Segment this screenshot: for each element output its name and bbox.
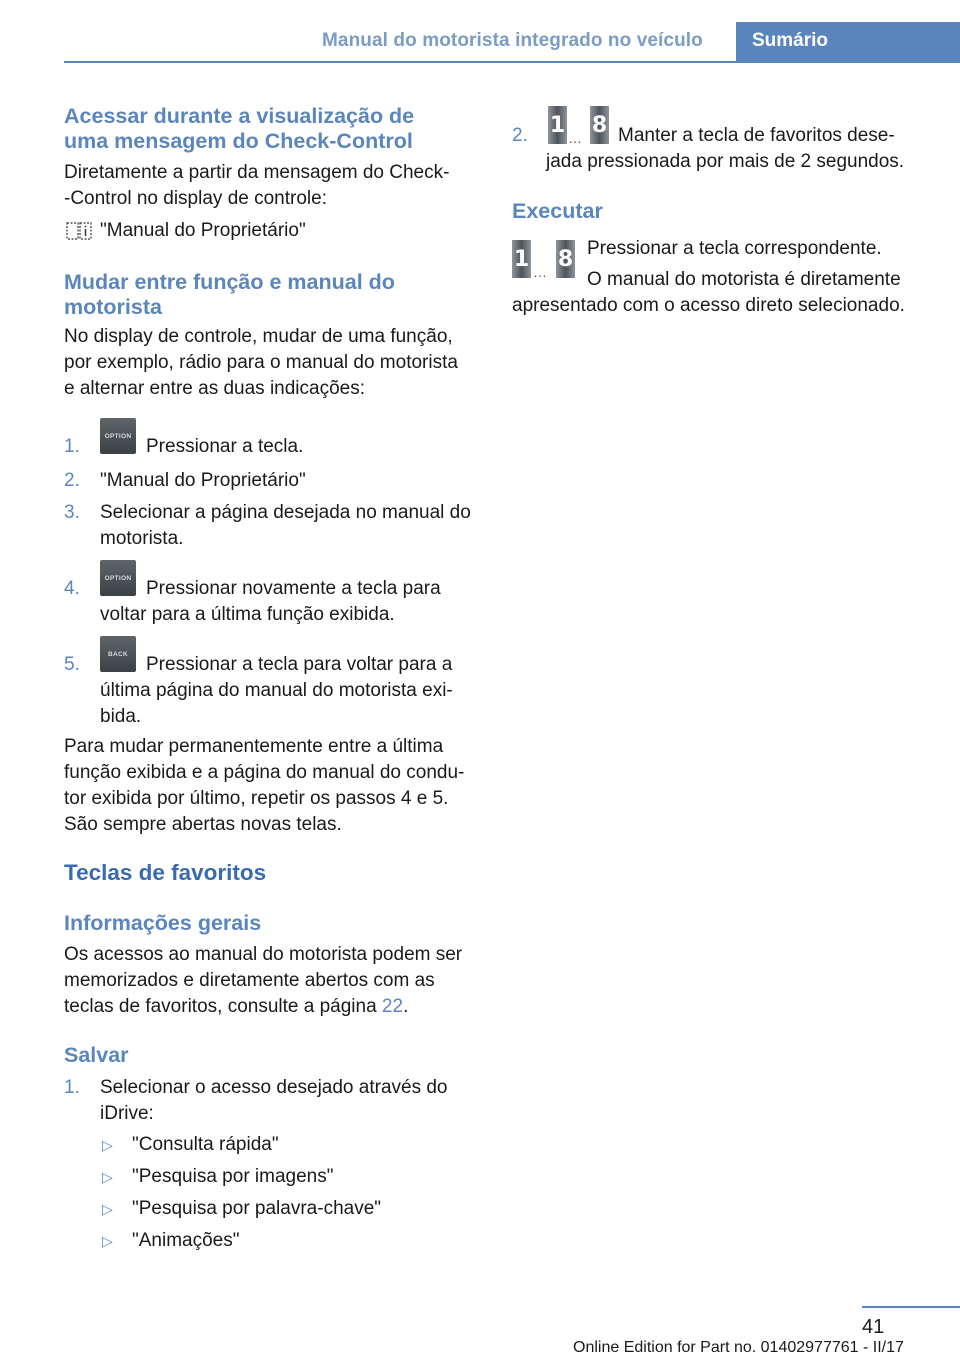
bullet-triangle-icon: ▷ xyxy=(102,1201,113,1217)
contents-tab[interactable]: Sumário xyxy=(736,22,960,62)
list-item: "Consulta rápida" xyxy=(132,1134,279,1155)
step-number: 4. xyxy=(64,578,80,599)
ellipsis: … xyxy=(533,264,547,280)
execute-line-1: Pressionar a tecla correspondente. xyxy=(587,238,882,259)
switch-note-paragraph: Para mudar permanentemente entre a última função exibida e a página do manual do condu‐ tor exibida por último, repetir os passos 4 e 5. São sempre abertas novas telas. xyxy=(64,736,465,835)
execute-line-3: apresentado com o acesso direto selecionado. xyxy=(512,295,905,316)
list-item: "Pesquisa por imagens" xyxy=(132,1166,334,1187)
ellipsis: … xyxy=(568,130,582,146)
back-key-icon: BACK xyxy=(100,636,136,672)
header-rule xyxy=(64,61,960,63)
step-text: Selecionar o acesso desejado através do iDrive: xyxy=(100,1077,448,1124)
execute-line-2: O manual do motorista é diretamente xyxy=(587,269,901,290)
step-number: 1. xyxy=(64,436,80,457)
general-paragraph: Os acessos ao manual do motorista podem ser memorizados e diretamente abertos com as teclas de favoritos, consulte a página 22. xyxy=(64,944,463,1017)
favorite-key-8-icon: 8 xyxy=(590,106,609,144)
favorite-key-1-icon: 1 xyxy=(512,240,531,278)
step-number: 1. xyxy=(64,1077,80,1098)
step-number: 2. xyxy=(512,125,528,146)
step-text: Pressionar a tecla. xyxy=(146,436,304,457)
owners-manual-menu-item: "Manual do Proprietário" xyxy=(100,220,306,241)
favorite-key-8-icon: 8 xyxy=(556,240,575,278)
edition-note: Online Edition for Part no. 01402977761 - II/17 xyxy=(573,1339,904,1356)
switch-paragraph: No display de controle, mudar de uma função, por exemplo, rádio para o manual do motorista e alternar entre as duas indicações: xyxy=(64,326,458,399)
footer-rule xyxy=(862,1306,960,1308)
section-title-check-control: Acessar durante a visualização de uma mensagem do Check-Control xyxy=(64,104,415,153)
book-icon xyxy=(66,221,92,241)
running-header-title: Manual do motorista integrado no veículo xyxy=(322,30,703,51)
step-text: Pressionar novamente a tecla para voltar para a última função exibida. xyxy=(100,578,441,625)
step-text: Pressionar a tecla para voltar para a última página do manual do motorista exi‐ bida. xyxy=(100,654,453,727)
page-link[interactable]: 22 xyxy=(381,996,404,1017)
list-item: "Pesquisa por palavra-chave" xyxy=(132,1198,382,1219)
step-number: 3. xyxy=(64,502,80,523)
bullet-triangle-icon: ▷ xyxy=(102,1137,113,1153)
step-text: Selecionar a página desejada no manual do motorista. xyxy=(100,502,471,549)
option-key-icon: OPTION xyxy=(100,560,136,596)
section-title-switch: Mudar entre função e manual do motorista xyxy=(64,270,395,319)
step-text: "Manual do Proprietário" xyxy=(100,470,306,491)
section-title-favorites: Teclas de favoritos xyxy=(64,860,267,885)
option-key-icon: OPTION xyxy=(100,418,136,454)
section-title-save: Salvar xyxy=(64,1043,129,1067)
page-number: 41 xyxy=(862,1316,885,1338)
bullet-triangle-icon: ▷ xyxy=(102,1233,113,1249)
section-title-execute: Executar xyxy=(512,199,603,223)
step-number: 5. xyxy=(64,654,80,675)
check-control-paragraph: Diretamente a partir da mensagem do Check‐ -Control no display de controle: xyxy=(64,162,450,209)
favorite-key-1-icon: 1 xyxy=(548,106,567,144)
step-text: Manter a tecla de favoritos dese‐ jada pressionada por mais de 2 segundos. xyxy=(546,125,905,172)
list-item: "Animações" xyxy=(132,1230,240,1251)
step-number: 2. xyxy=(64,470,80,491)
section-title-general: Informações gerais xyxy=(64,911,262,935)
bullet-triangle-icon: ▷ xyxy=(102,1169,113,1185)
